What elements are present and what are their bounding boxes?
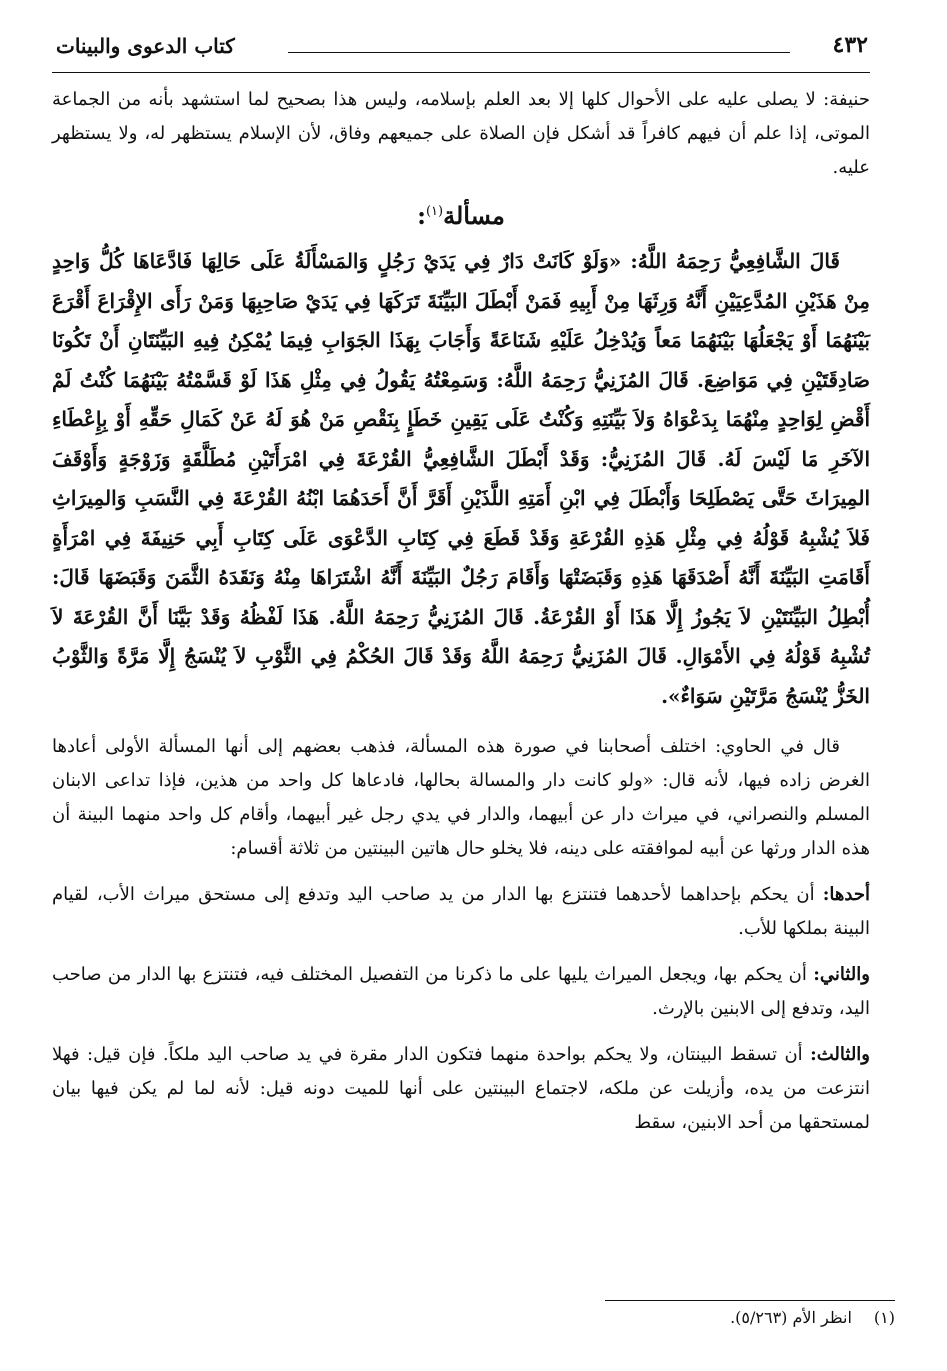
section-heading	[52, 201, 870, 230]
footnote-number: (١)	[873, 1308, 895, 1327]
item-text: أن يحكم بإحداهما لأحدهما فتنتزع بها الدار من يد صاحب اليد وتدفع إلى مستحق ميراث الأب، لقيام البينة بملكها للأب.	[52, 884, 870, 939]
footnote	[395, 1308, 895, 1327]
item-text: أن يحكم بها، ويجعل الميراث يليها على ما ذكرنا من التفصيل المختلف فيه، فتنتزع بها الدار من صاحب اليد، وتدفع إلى الابنين بالإرث.	[52, 964, 870, 1019]
list-item	[52, 878, 870, 946]
page-header	[52, 30, 870, 73]
book-title: كتاب الدعوى والبينات	[56, 34, 235, 58]
intro-paragraph: حنيفة: لا يصلى عليه على الأحوال كلها إلا بعد العلم بإسلامه، وليس هذا بصحيح لما استشهد بأنه من الجماعة الموتى، إذا علم أن فيهم كافراً قد أشكل فإن الصلاة على جميعهم وفاق، لأن الإسلام يستظهر له، ولا يستظهر عليه.	[52, 89, 870, 178]
book-page	[52, 30, 870, 1140]
section-heading-suffix: :	[417, 201, 426, 230]
matn-paragraph: قَالَ الشَّافِعِيُّ رَحِمَهُ اللَّهُ: «وَلَوْ كَانَتْ دَارٌ فِي يَدَيْ رَجُلٍ وَالمَسْأَلَةُ عَلَى حَالِهَا فَادَّعَاهَا كُلُّ وَاحِدٍ مِنْ هَذَيْنِ المُدَّعِيَيْنِ أَنَّهُ وَرِثَهَا مِنْ أَبِيهِ فَمَنْ أَبْطَلَ البَيِّنَةَ تَرَكَهَا فِي يَدَيْ صَاحِبِهَا وَمَنْ رَأَى الإِقْرَاعَ أَقْرَعَ بَيْنَهُمَا أَوْ يَجْعَلُهَا بَيْنَهُمَا مَعاً وَيُدْخِلُ عَلَيْهِ شَنَاعَةً وَأَجَابَ بِهَذَا الجَوَابِ فِيمَا يُمْكِنُ فِيهِ البَيِّنَتَانِ أَنْ تَكُونَا صَادِقَتَيْنِ فِي مَوَاضِعَ. قَالَ المُزَنِيُّ رَحِمَهُ اللَّهُ: وَسَمِعْتُهُ يَقُولُ فِي مِثْلِ هَذَا لَوْ قَسَّمْتُهُ بَيْنَهُمَا كُنْتُ لَمْ أَقْضِ لِوَاحِدٍ مِنْهُمَا بِدَعْوَاهُ وَلاَ بَيِّنَتِهِ وَكُنْتُ عَلَى يَقِينِ خَطَإٍ بِنَقْصِ مَنْ هُوَ لَهُ عَنْ كَمَالِ حَقِّهِ أَوْ بِإِعْطَاءِ الآخَرِ مَا لَيْسَ لَهُ. قَالَ المُزَنِيُّ: وَقَدْ أَبْطَلَ الشَّافِعِيُّ القُرْعَةَ فِي امْرَأَتَيْنِ مُطَلَّقَةٍ وَزَوْجَةٍ وَأَوْقَفَ المِيرَاثَ حَتَّى يَصْطَلِحَا وَأَبْطَلَ فِي ابْنِ أَمَتِهِ اللَّذَيْنِ أَقَرَّ أَنَّ أَحَدَهُمَا ابْنُهُ القُرْعَةَ فِي النَّسَبِ وَالمِيرَاثِ فَلاَ يُشْبِهُ قَوْلُهُ فِي مِثْلِ هَذِهِ القُرْعَةِ وَقَدْ قَطَعَ فِي كِتَابِ الدَّعْوَى عَلَى كِتَابِ أَبِي حَنِيفَةَ فِي امْرَأَةٍ أَقَامَتِ البَيِّنَةَ أَنَّهُ أَصْدَقَهَا هَذِهِ وَقَبَضَتْهَا وَأَقَامَ رَجُلٌ البَيِّنَةَ أَنَّهُ اشْتَرَاهَا مِنْهُ وَنَقَدَهُ الثَّمَنَ وَقَبَضَهَا قَالَ: أُبْطِلُ البَيِّنَتَيْنِ لاَ يَجُوزُ إِلَّا هَذَا أَوْ القُرْعَةُ. قَالَ المُزَنِيُّ رَحِمَهُ اللَّهُ. هَذَا لَفْظُهُ وَقَدْ بَيَّنَا أَنَّ القُرْعَةَ لاَ تُشْبِهُ قَوْلُهُ فِي الأَمْوَالِ. قَالَ المُزَنِيُّ رَحِمَهُ اللَّهُ وَقَدْ قَالَ الحُكْمُ فِي الثَّوْبِ لاَ يُنْسَجُ إِلَّا مَرَّةً وَالثَّوْبُ الخَزُّ يُنْسَجُ مَرَّتَيْنِ سَوَاءٌ».	[52, 249, 870, 708]
section-heading-text: مسألة	[443, 201, 505, 230]
item-label: أحدها:	[822, 884, 870, 905]
footnote-rule	[605, 1300, 895, 1301]
item-label: والثالث:	[810, 1044, 870, 1065]
header-rule	[288, 52, 790, 53]
page-number: ٤٣٢	[832, 32, 868, 58]
footnote-ref[interactable]: (١)	[425, 204, 444, 219]
footnote-text: انظر الأم (٥/٢٦٣).	[730, 1308, 852, 1327]
list-item	[52, 958, 870, 1026]
commentary-paragraph: قال في الحاوي: اختلف أصحابنا في صورة هذه المسألة، فذهب بعضهم إلى أنها المسألة الأولى أعادها الغرض زاده فيها، لأنه قال: «ولو كانت دار والمسالة بحالها، فادعاها كل واحد من هذين، فإذا تداعى الابنان المسلم والنصراني، في ميراث دار عن أبيهما، والدار في يدي رجل غير أبيهما، وأقام كل واحد منهما البينة أن هذه الدار ورثها عن أبيه لموافقته على دينه، فلا يخلو حال هاتين البينتين من ثلاثة أقسام:	[52, 736, 870, 859]
item-text: أن تسقط البينتان، ولا يحكم بواحدة منهما فتكون الدار مقرة في يد صاحب اليد ملكاً. فإن قيل: فهلا انتزعت من يده، وأزيلت عن ملكه، لاجتماع البينتين على أنها للميت دونه قيل: لأنه لما لم يكن فيها بيان لمستحقها من أحد الابنين، سقط	[52, 1044, 870, 1133]
list-item	[52, 1038, 870, 1140]
item-label: والثاني:	[813, 964, 870, 985]
